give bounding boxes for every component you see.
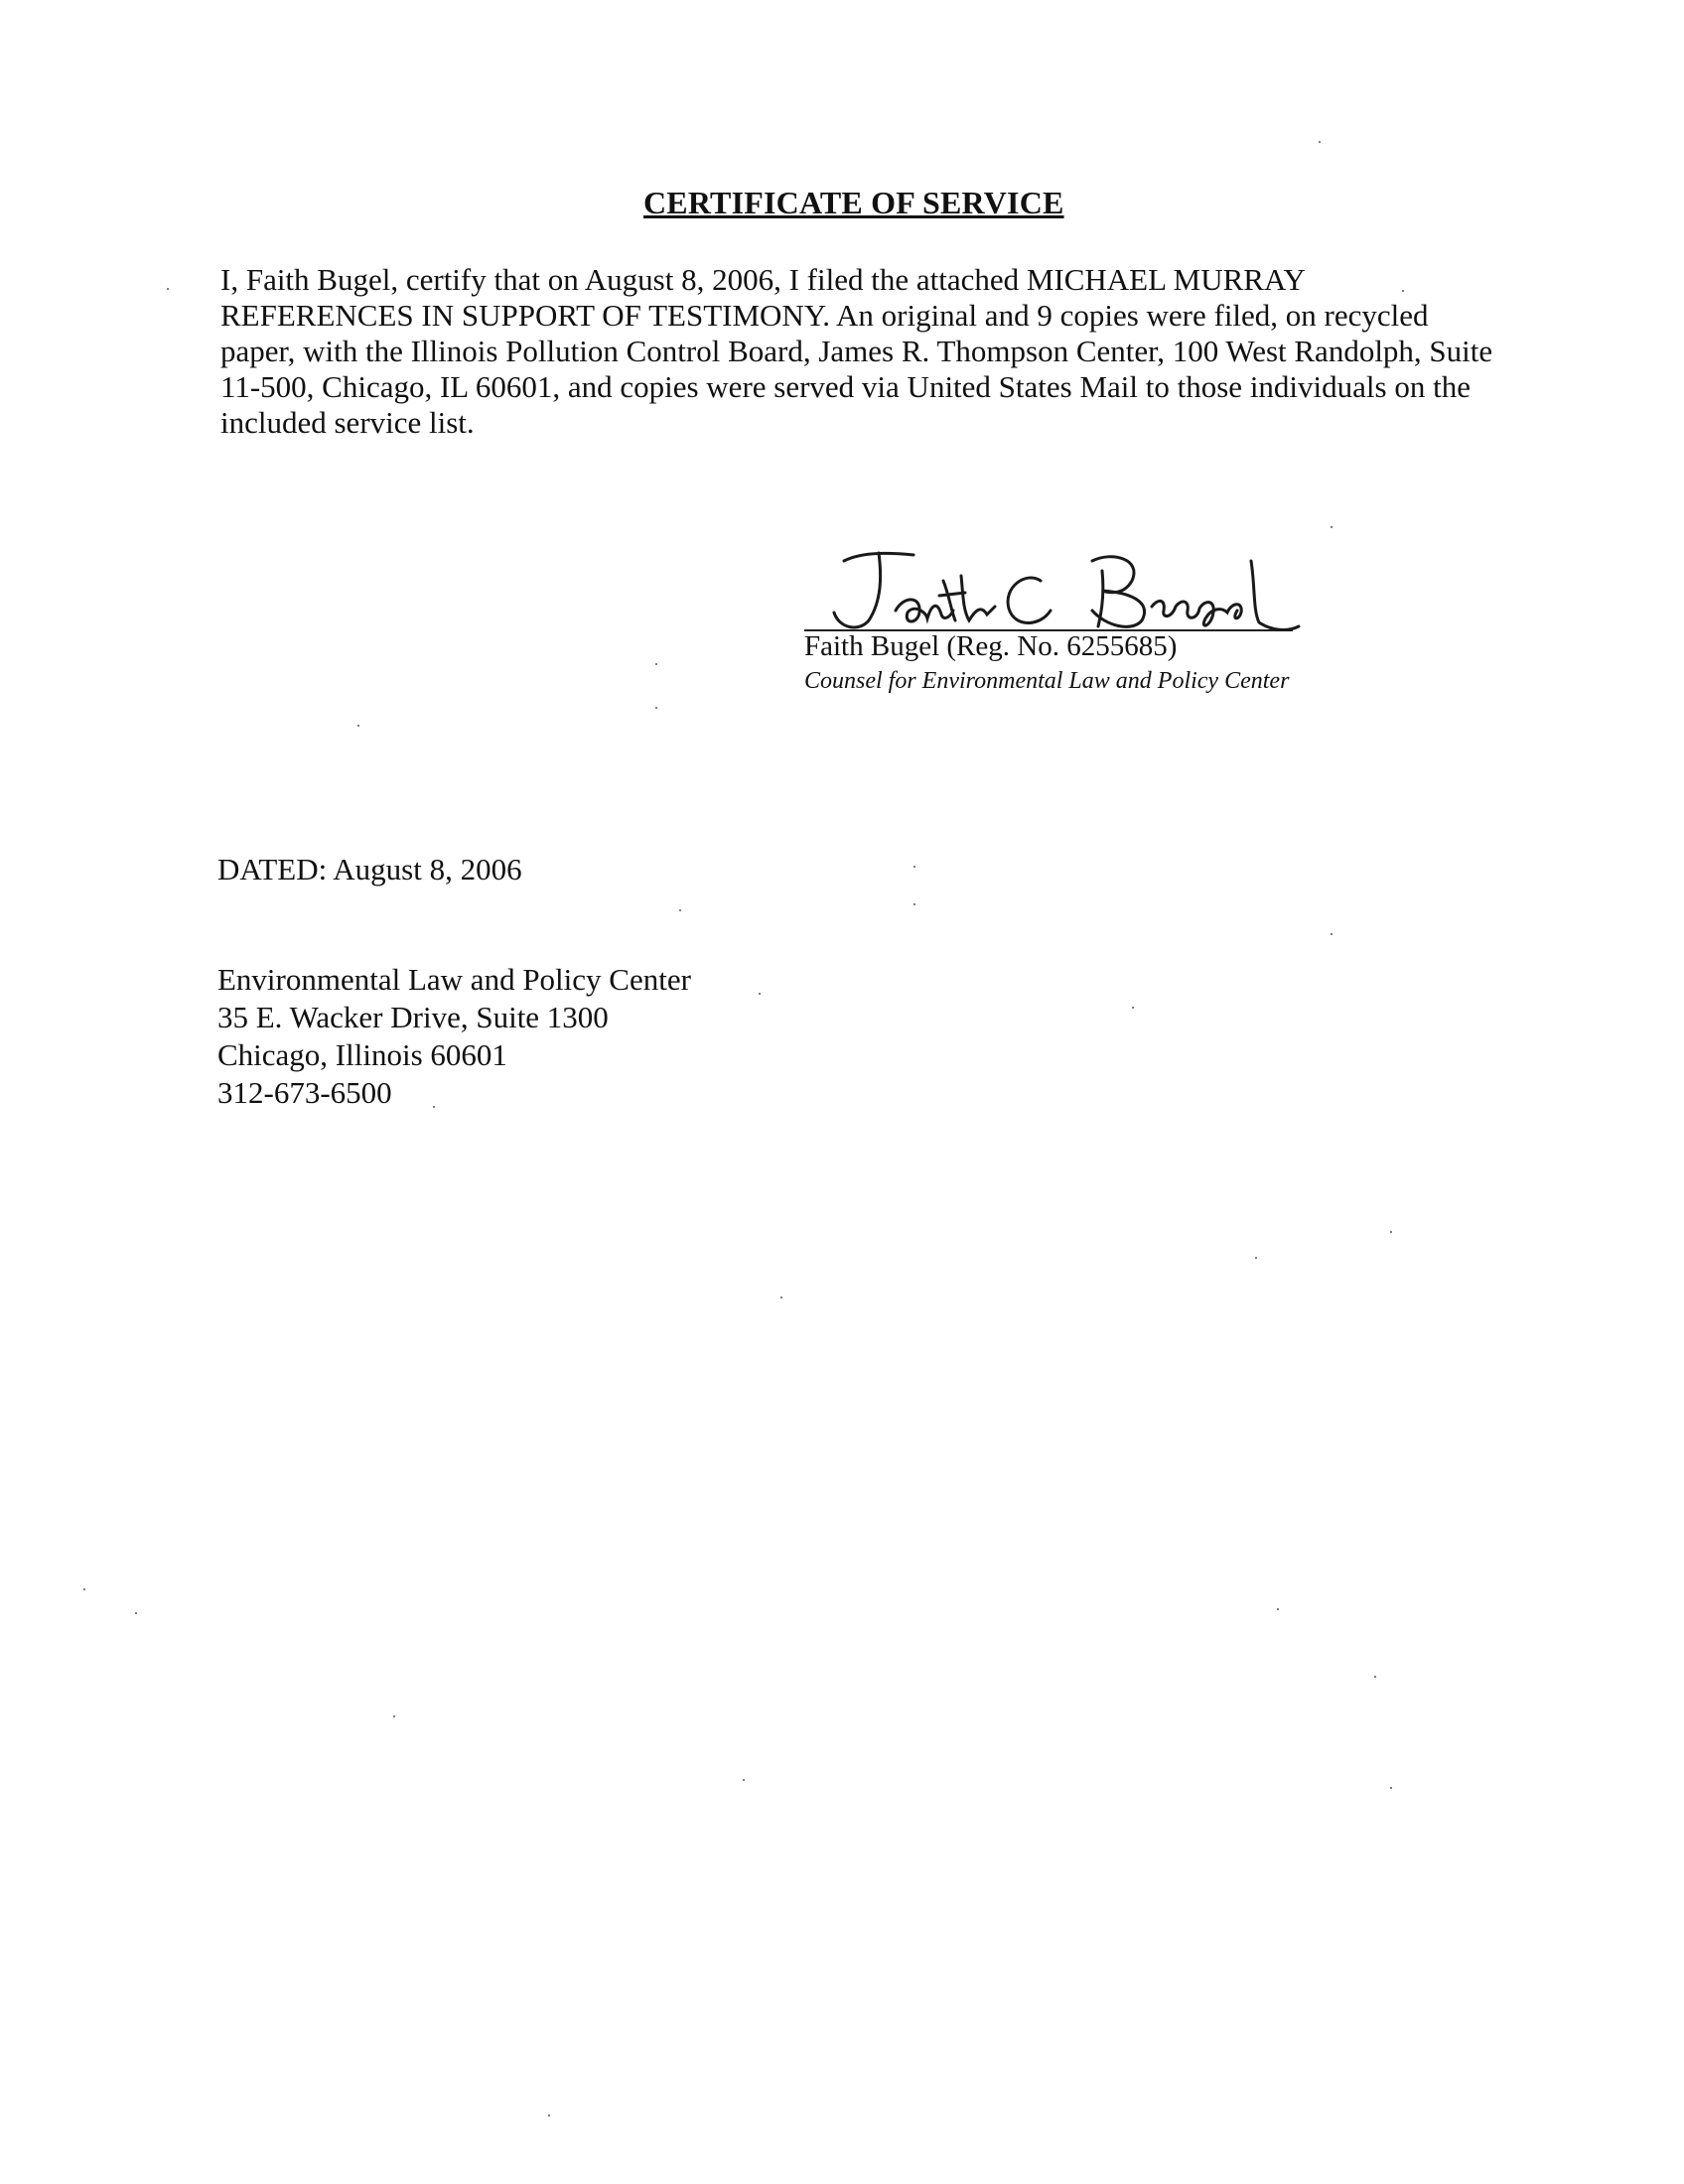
scan-speck <box>167 288 169 290</box>
scan-speck <box>1390 1787 1392 1789</box>
scan-speck <box>1319 141 1321 143</box>
signature-block <box>804 541 1321 730</box>
address-street: 35 E. Wacker Drive, Suite 1300 <box>217 1000 609 1034</box>
scan-speck <box>357 725 359 727</box>
scan-speck <box>135 1612 137 1614</box>
address-block <box>217 961 691 1112</box>
scan-speck <box>1390 1231 1392 1233</box>
address-phone: 312-673-6500 <box>217 1075 392 1110</box>
certificate-title: CERTIFICATE OF SERVICE <box>643 185 1064 220</box>
scan-speck <box>913 903 915 905</box>
scan-speck <box>1277 1608 1279 1610</box>
certificate-body: I, Faith Bugel, certify that on August 8, 2006, I filed the attached MICHAEL MURRAY REFERENCES IN SUPPORT OF TESTIMONY. An original and 9 copies were filed, on recycled paper, with the Illinois Pollution Control Board, James R. Thompson Center, 100 West Randolph, Suite 11-500, Chicago, IL 60601, and copies were served via United States Mail to those individuals on the included service list. <box>220 262 1493 440</box>
address-city: Chicago, Illinois 60601 <box>217 1037 507 1072</box>
scan-speck <box>1374 1676 1376 1678</box>
scan-speck <box>1132 1007 1134 1009</box>
signer-name: Faith Bugel (Reg. No. 6255685) <box>804 630 1178 662</box>
dated-line: DATED: August 8, 2006 <box>217 852 522 887</box>
scan-speck <box>433 1106 435 1108</box>
scan-speck <box>1331 933 1333 935</box>
scan-speck <box>1255 1257 1257 1259</box>
scan-speck <box>548 2115 550 2116</box>
scan-speck <box>679 909 681 911</box>
scan-speck <box>83 1588 85 1590</box>
scan-speck <box>913 866 915 868</box>
signer-role: Counsel for Environmental Law and Policy Center <box>804 668 1290 694</box>
scan-speck <box>655 663 657 665</box>
scan-speck <box>393 1715 395 1717</box>
scan-speck <box>759 993 761 995</box>
address-organization: Environmental Law and Policy Center <box>217 962 691 997</box>
scan-speck <box>655 707 657 709</box>
scan-speck <box>780 1297 782 1298</box>
scan-speck <box>1331 526 1333 528</box>
handwritten-signature <box>804 541 1321 640</box>
scan-speck <box>1402 290 1404 292</box>
scan-speck <box>743 1779 745 1781</box>
